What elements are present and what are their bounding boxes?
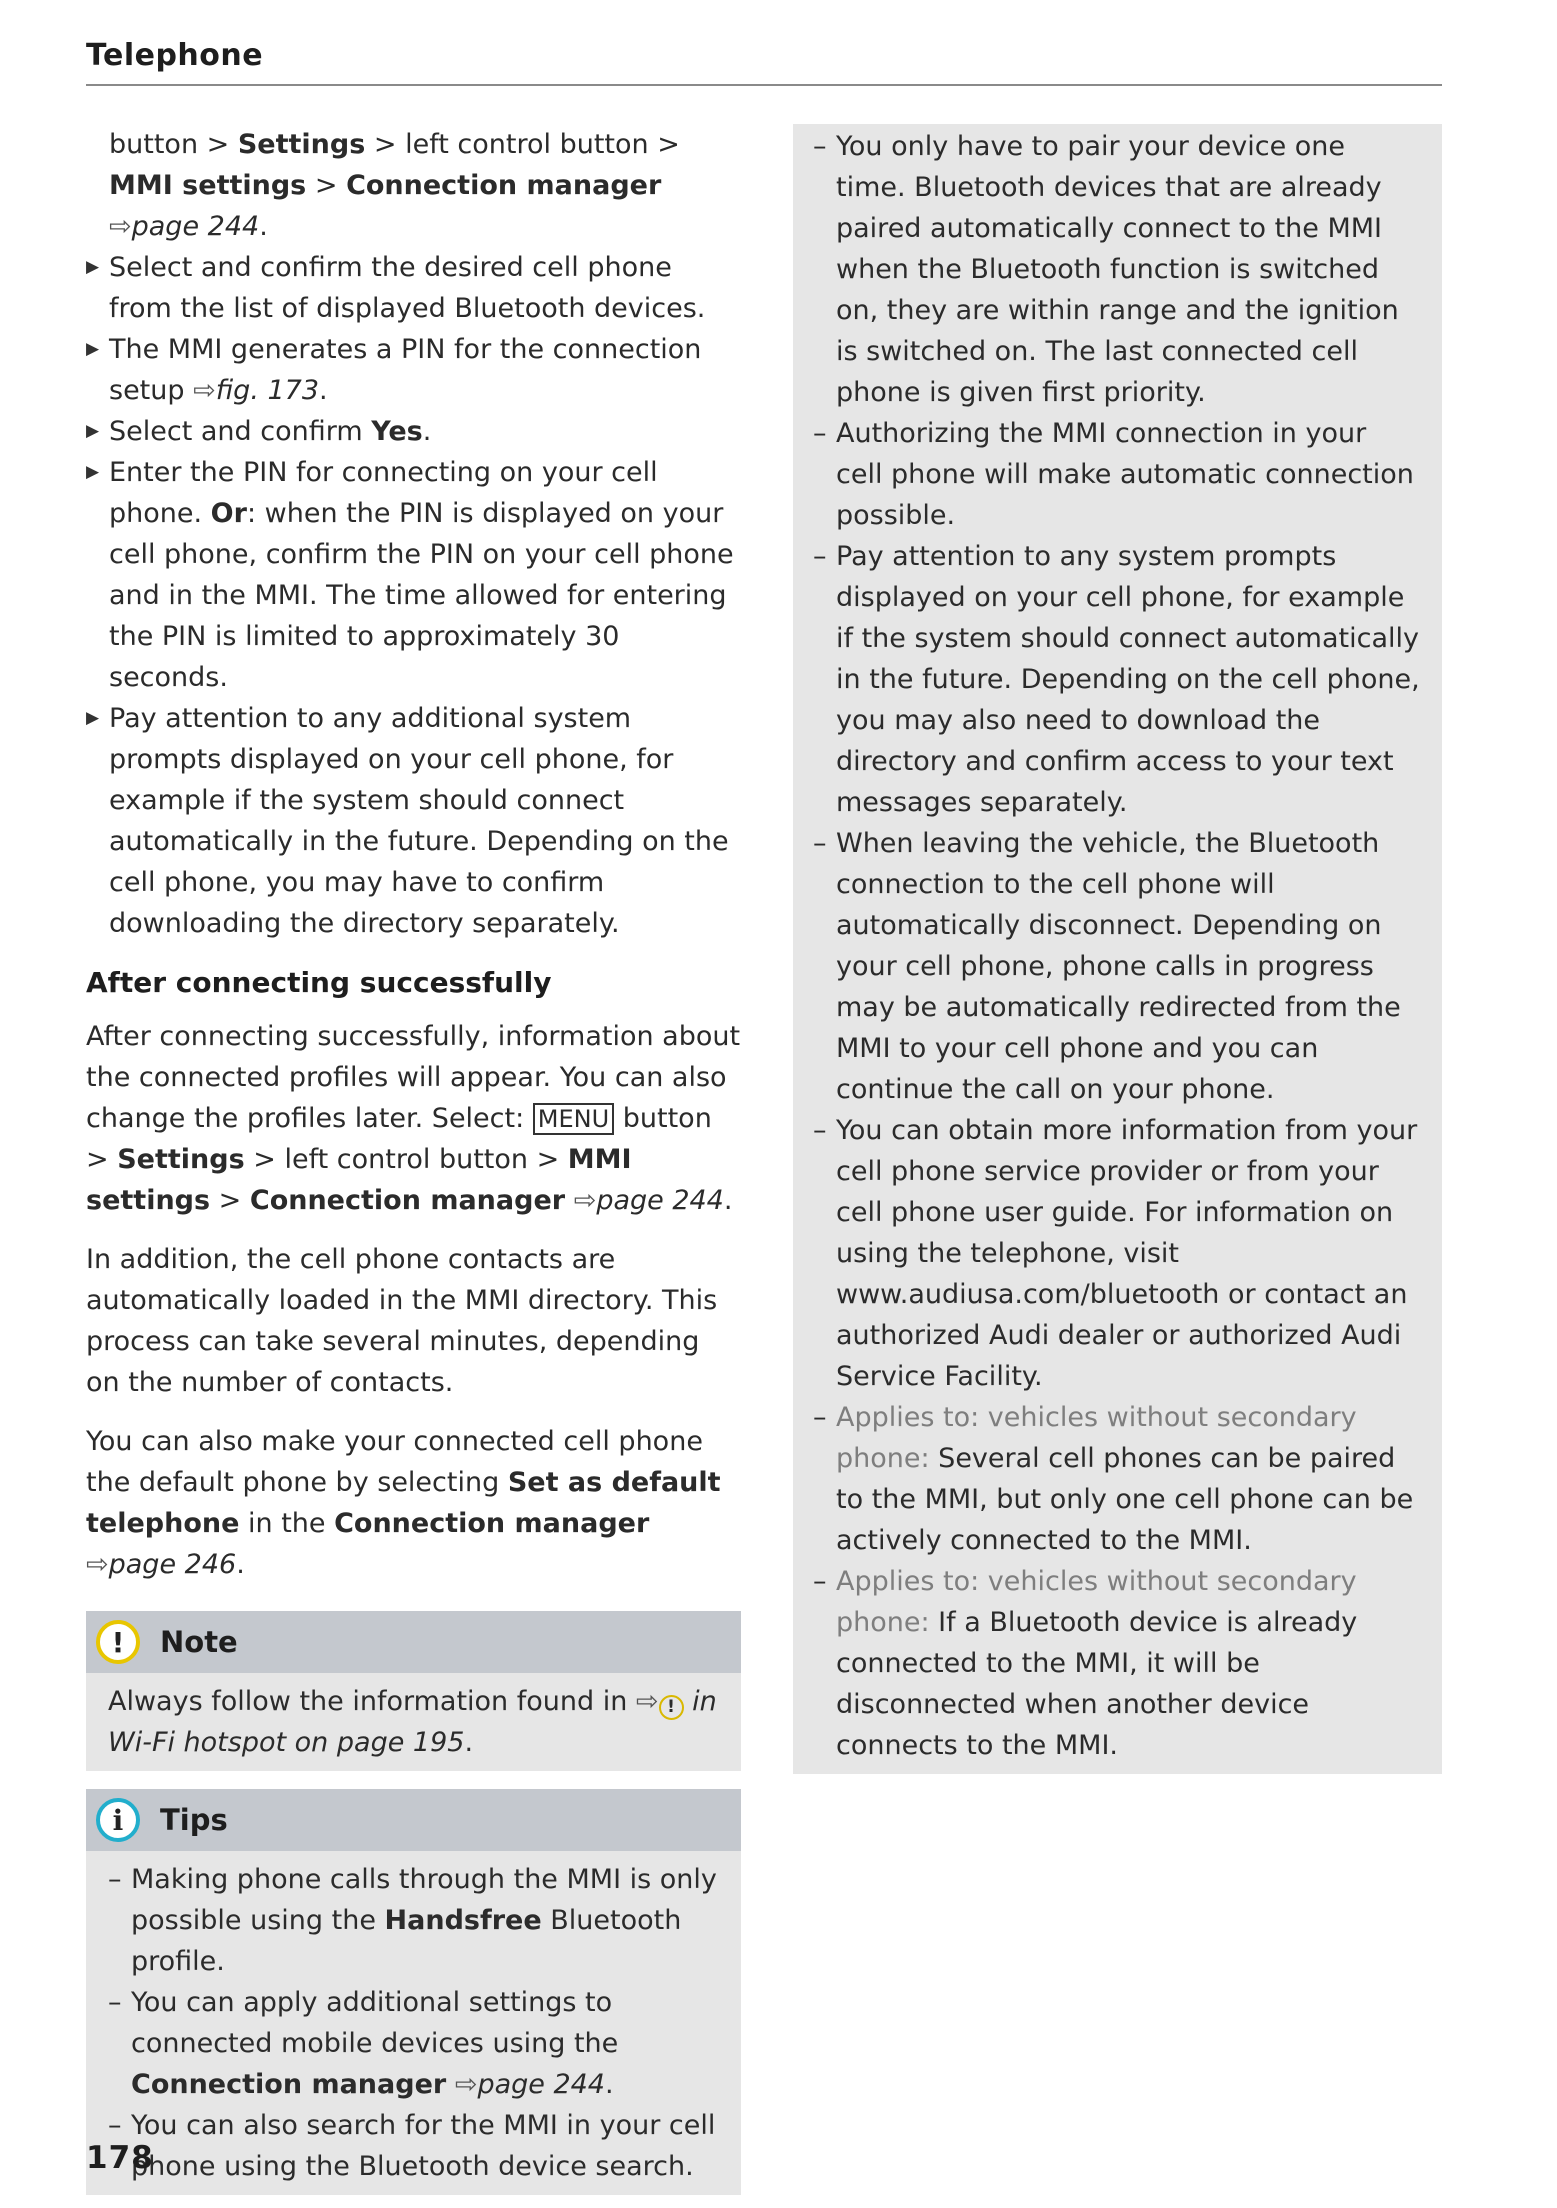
tip-item-handsfree: – Making phone calls through the MMI is only possible using the Handsfree Bluetooth profile. — [108, 1859, 719, 1982]
paragraph-profiles: After connecting successfully, information about the connected profiles will appear. You can also change the profiles later. Select: MENU button > Settings > left control button > MMI settings > Connection manager ⇨page 244. — [86, 1021, 741, 1216]
note-box-body: Always follow the information found in ⇨ ! in Wi-Fi hotspot on page 195. — [86, 1673, 741, 1771]
info-icon: i — [96, 1798, 140, 1842]
figure-reference-link[interactable]: fig. 173 — [215, 375, 320, 406]
page-reference-link[interactable]: page 244 — [131, 211, 260, 242]
dash-bullet: – — [813, 131, 827, 162]
exclamation-icon: ! — [96, 1620, 140, 1664]
dash-bullet: – — [108, 1864, 122, 1895]
tip-item-settings: – You can apply additional settings to connected mobile devices using the Connection manager ⇨page 244. — [108, 1982, 719, 2105]
tips-title: Tips — [160, 1802, 228, 1837]
cross-reference-arrow-icon: ⇨ — [109, 211, 132, 242]
paragraph-default-phone: You can also make your connected cell phone the default phone by selecting Set as default telephone in the Connection manager ⇨page 246. — [86, 1426, 721, 1580]
bullet-triangle-icon: ▶ — [86, 462, 100, 482]
step-enter-pin: ▶ Enter the PIN for connecting on your cell phone. Or: when the PIN is displayed on your cell phone, confirm the PIN on your cell phone and in the MMI. The time allowed for entering the PIN is limited to approximately 30 seconds. — [86, 452, 741, 698]
cross-reference-arrow-icon: ⇨ — [86, 1549, 109, 1580]
tips-box-body — [86, 1851, 741, 2195]
left-column — [86, 124, 741, 2195]
cross-reference-arrow-icon: ⇨ — [454, 2069, 478, 2100]
info-item-leaving-vehicle: – When leaving the vehicle, the Bluetooth connection to the cell phone will automatically disconnect. Depending on your cell phone, phone calls in progress may be automatically redirected from the MMI to your cell phone and you can continue the call on your phone. — [813, 823, 1420, 1110]
cross-reference-arrow-icon: ⇨ — [635, 1686, 659, 1717]
bullet-triangle-icon: ▶ — [86, 421, 100, 441]
tips-box-header — [86, 1789, 741, 1851]
step-system-prompts: ▶ Pay attention to any additional system prompts displayed on your cell phone, for example if the system should connect automatically in the future. Depending on the cell phone, you may have to confirm downloading the directory separately. — [86, 698, 741, 944]
tips-box — [86, 1789, 741, 2195]
bullet-triangle-icon: ▶ — [86, 257, 100, 277]
dash-bullet: – — [813, 541, 827, 572]
dash-bullet: – — [108, 2110, 122, 2141]
info-item-pairing: – You only have to pair your device one time. Bluetooth devices that are already paired automatically connect to the MMI when the Bluetooth function is switched on, they are within range and the ignition is switched on. The last connected cell phone is given first priority. — [813, 126, 1420, 413]
header-divider — [86, 84, 1442, 86]
menu-key-label: MENU — [533, 1103, 614, 1135]
applies-to-label: Applies to: vehicles without secondary phone: — [836, 1402, 1357, 1474]
page-reference-link[interactable]: page 244 — [596, 1185, 724, 1216]
page-reference-link[interactable]: page 244 — [477, 2069, 605, 2100]
wifi-hotspot-reference-link[interactable]: in Wi-Fi hotspot on page 195 — [108, 1686, 717, 1758]
info-item-disconnect: – Applies to: vehicles without secondary phone: If a Bluetooth device is already connected to the MMI, it will be disconnected when another device connects to the MMI. — [813, 1561, 1420, 1766]
bullet-triangle-icon: ▶ — [86, 339, 100, 359]
note-title: Note — [160, 1624, 238, 1659]
warning-circle-icon: ! — [659, 1695, 684, 1720]
page-number: 178 — [86, 2140, 154, 2176]
dash-bullet: – — [813, 1566, 827, 1597]
dash-bullet: – — [813, 1115, 827, 1146]
info-item-more-information: – You can obtain more information from your cell phone service provider or from your cell phone user guide. For information on using the telephone, visit www.audiusa.com/bluetooth or contact an authorized Audi dealer or authorized Audi Service Facility. — [813, 1110, 1420, 1397]
info-item-authorizing: – Authorizing the MMI connection in your cell phone will make automatic connection possible. — [813, 413, 1420, 536]
step-pin-generated: ▶ The MMI generates a PIN for the connection setup ⇨fig. 173. — [86, 329, 741, 411]
step-select-phone: ▶ Select and confirm the desired cell phone from the list of displayed Bluetooth devices. — [86, 247, 741, 329]
applies-to-label: Applies to: vehicles without secondary phone: — [836, 1566, 1357, 1638]
bullet-triangle-icon: ▶ — [86, 708, 100, 728]
note-box — [86, 1611, 741, 1771]
page-header-title: Telephone — [86, 38, 264, 73]
dash-bullet: – — [813, 1402, 827, 1433]
section-heading: After connecting successfully — [86, 966, 552, 999]
page-reference-link[interactable]: page 246 — [108, 1549, 237, 1580]
step-confirm-yes: ▶ Select and confirm Yes. — [86, 411, 741, 452]
cross-reference-arrow-icon: ⇨ — [573, 1185, 597, 1216]
note-box-header — [86, 1611, 741, 1673]
dash-bullet: – — [813, 828, 827, 859]
tip-item-search: – You can also search for the MMI in your cell phone using the Bluetooth device search. — [108, 2105, 719, 2187]
info-item-multiple-phones: – Applies to: vehicles without secondary phone: Several cell phones can be paired to the MMI, but only one cell phone can be actively connected to the MMI. — [813, 1397, 1420, 1561]
right-column-info-box — [793, 124, 1442, 1774]
continued-instruction: button > Settings > left control button > MMI settings > Connection manager ⇨page 244. — [109, 129, 680, 242]
paragraph-contacts: In addition, the cell phone contacts are automatically loaded in the MMI directory. This process can take several minutes, depending on the number of contacts. — [86, 1244, 718, 1398]
cross-reference-arrow-icon: ⇨ — [193, 375, 216, 406]
dash-bullet: – — [108, 1987, 122, 2018]
info-item-system-prompts: – Pay attention to any system prompts displayed on your cell phone, for example if the system should connect automatically in the future. Depending on the cell phone, you may also need to download the directory and confirm access to your text messages separately. — [813, 536, 1420, 823]
dash-bullet: – — [813, 418, 827, 449]
